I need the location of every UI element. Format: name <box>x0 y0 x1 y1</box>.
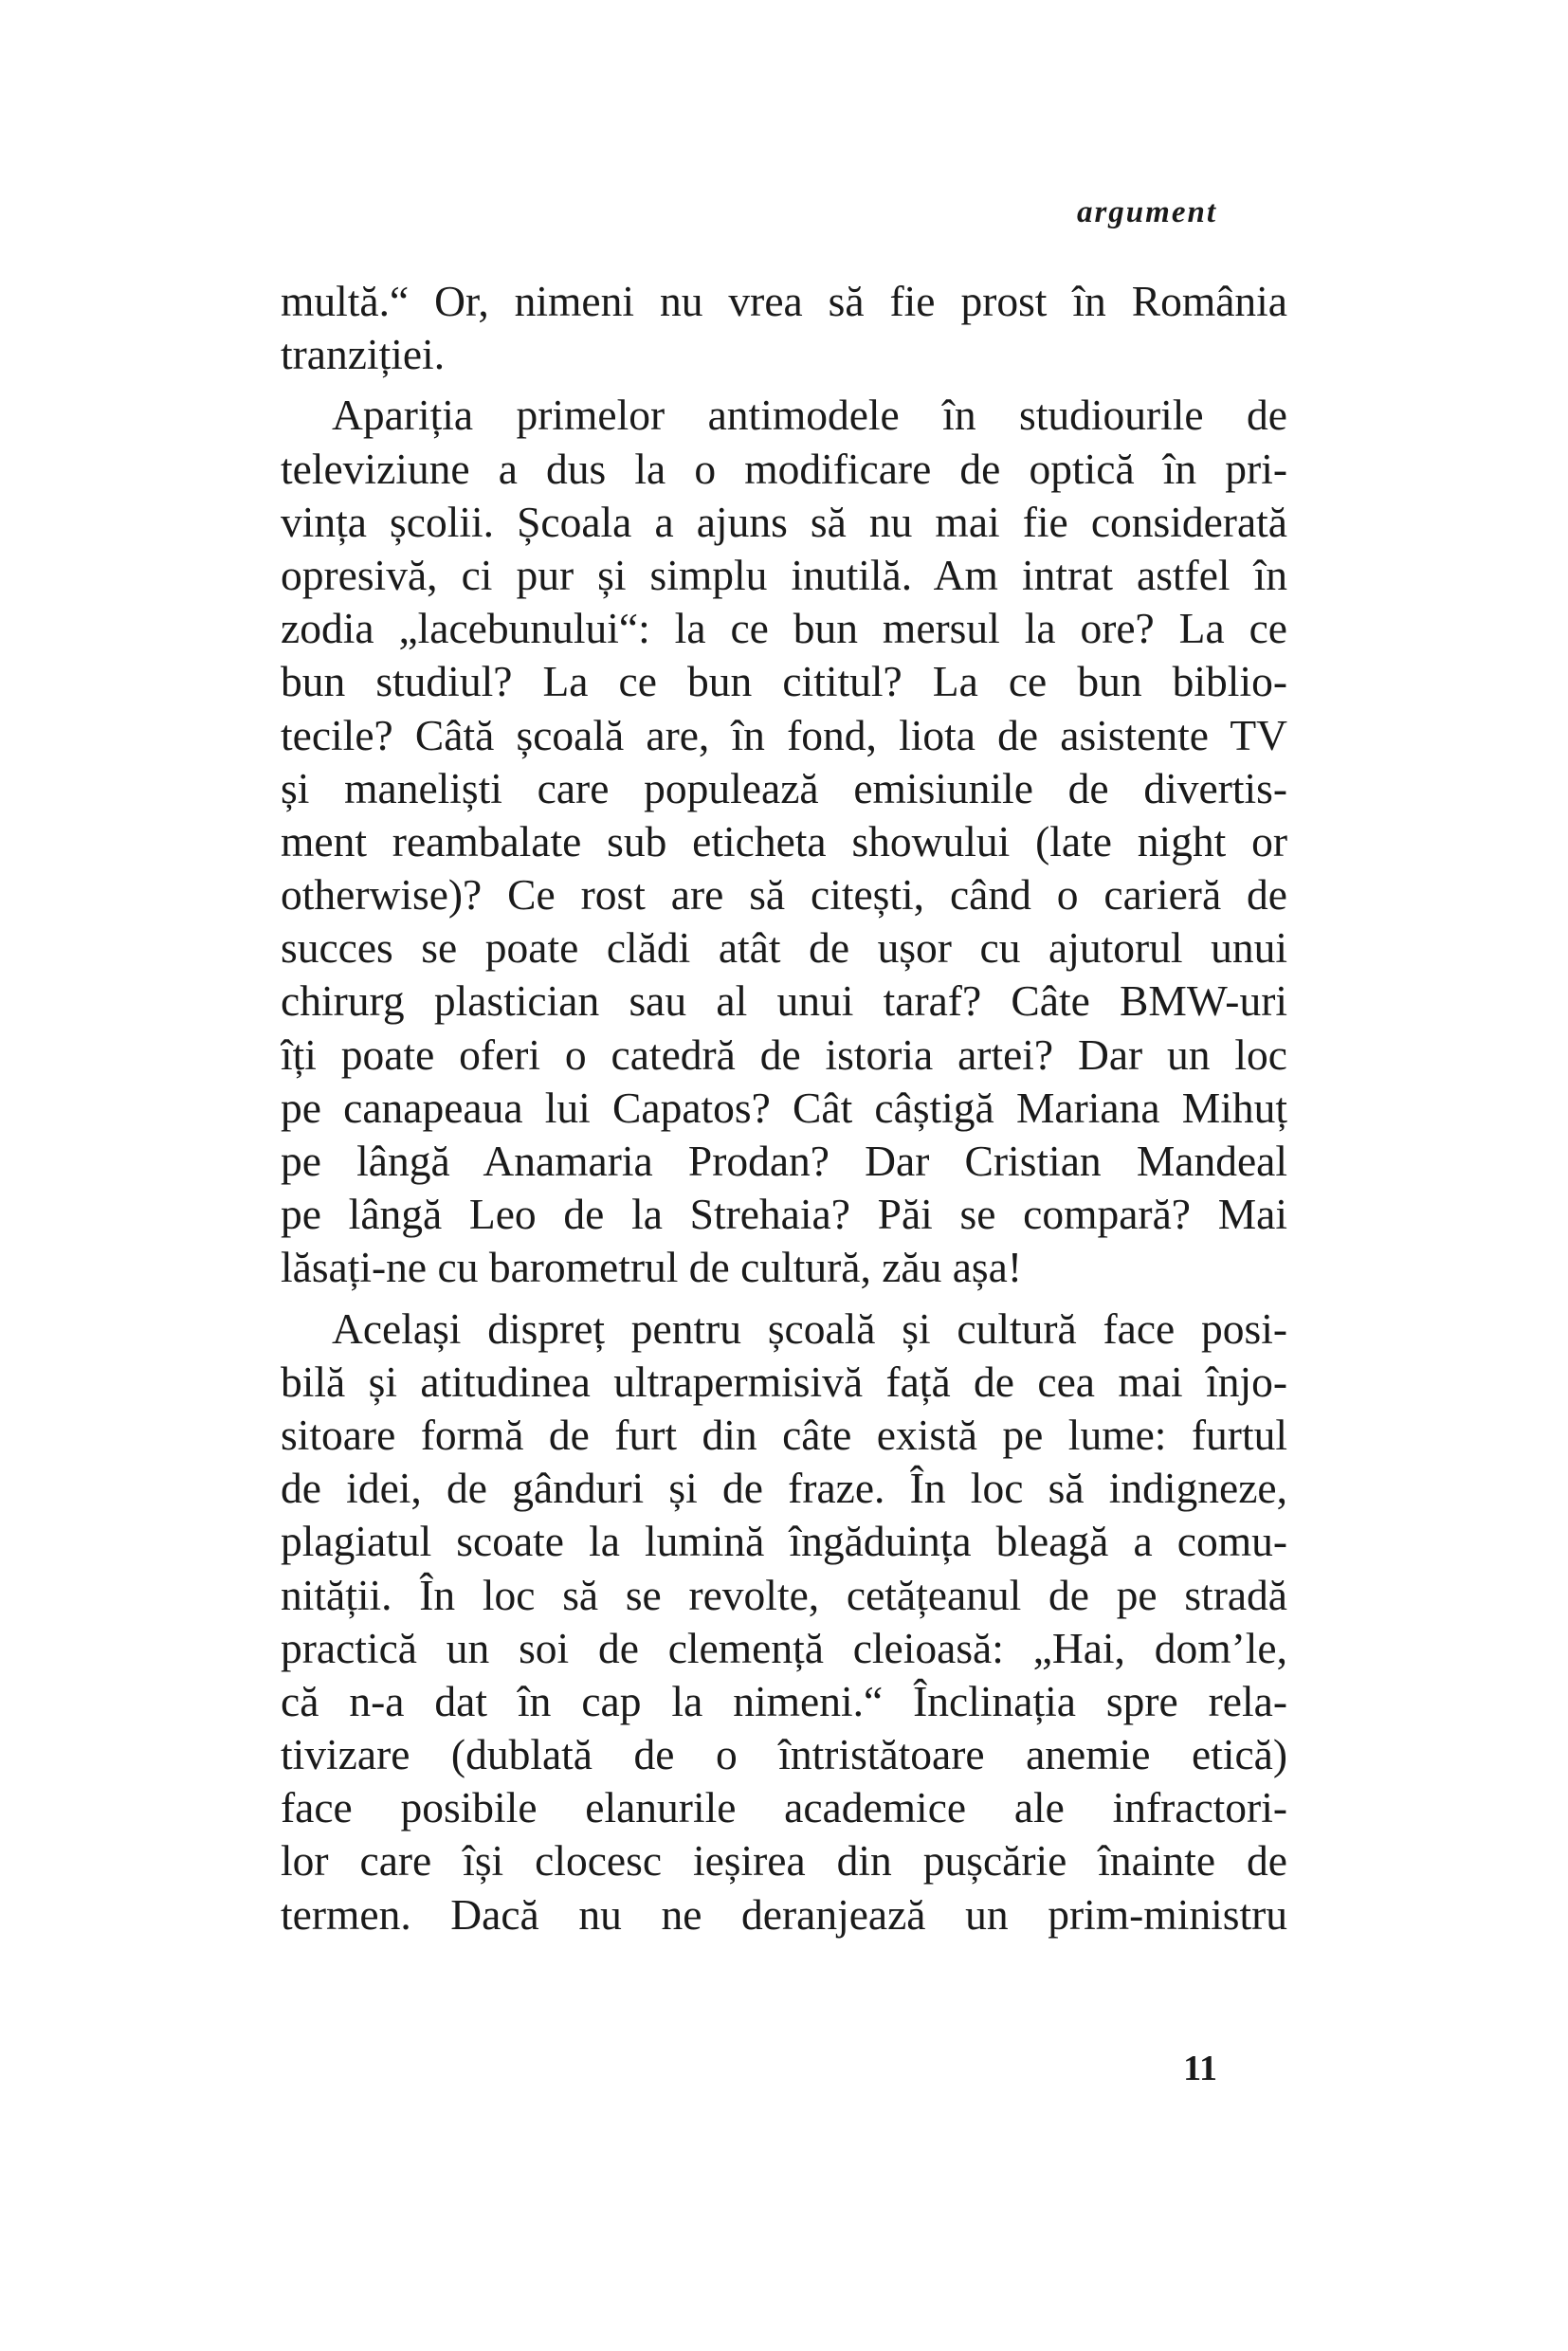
page-number: 11 <box>1183 2049 1217 2088</box>
running-head: argument <box>1076 195 1217 229</box>
body-text <box>281 275 1287 1941</box>
text-line: chirurg plastician sau al unui taraf? Câte BMW-uri <box>281 976 1287 1026</box>
text-line: opresivă, ci pur și simplu inutilă. Am intrat astfel în <box>281 550 1287 599</box>
text-line: multă.“ Or, nimeni nu vrea să fie prost în România <box>281 277 1287 325</box>
paragraph <box>281 275 1287 381</box>
text-line: face posibile elanurile academice ale infractori- <box>281 1783 1287 1832</box>
text-line: pe lângă Anamaria Prodan? Dar Cristian Mandeal <box>281 1137 1287 1185</box>
text-line: Apariția primelor antimodele în studiourile de <box>332 391 1287 440</box>
text-line: ment reambalate sub eticheta showului (late night or <box>281 816 1287 866</box>
text-line: lăsați-ne cu barometrul de cultură, zău așa! <box>281 1243 1022 1292</box>
text-line: bun studiul? La ce bun cititul? La ce bun biblio- <box>281 657 1287 706</box>
text-line: Același dispreț pentru școală și cultură face posi- <box>332 1303 1287 1353</box>
text-line: tivizare (dublată de o întristătoare anemie etică) <box>281 1730 1287 1779</box>
text-line: de idei, de gânduri și de fraze. În loc să indigneze, <box>281 1464 1287 1513</box>
text-line: tecile? Câtă școală are, în fond, liota de asistente TV <box>281 710 1287 759</box>
paragraph <box>281 1303 1287 1941</box>
text-line: nității. În loc să se revolte, cetățeanul de pe stradă <box>281 1570 1287 1619</box>
text-line: otherwise)? Ce rost are să citești, când o carieră de <box>281 870 1287 920</box>
text-line: bilă și atitudinea ultrapermisivă față de cea mai înjo- <box>281 1357 1287 1406</box>
text-line: sitoare formă de furt din câte există pe lume: furtul <box>281 1410 1287 1459</box>
text-line: zodia „lacebunului“: la ce bun mersul la ore? La ce <box>281 604 1287 653</box>
text-line: termen. Dacă nu ne deranjează un prim-ministru <box>281 1889 1287 1939</box>
text-line: plagiatul scoate la lumină îngăduința bleagă a comu- <box>281 1517 1287 1566</box>
text-line: tranziției. <box>281 330 446 379</box>
text-line: lor care își clocesc ieșirea din pușcărie înainte de <box>281 1836 1287 1886</box>
text-line: îți poate oferi o catedră de istoria artei? Dar un loc <box>281 1030 1287 1079</box>
text-line: practică un soi de clemență cleioasă: „Hai, dom’le, <box>281 1623 1287 1672</box>
text-line: că n-a dat în cap la nimeni.“ Înclinația spre rela- <box>281 1676 1287 1725</box>
text-line: vința școlii. Școala a ajuns să nu mai fie considerată <box>281 497 1287 546</box>
text-line: pe canapeaua lui Capatos? Cât câștigă Mariana Mihuț <box>281 1083 1287 1132</box>
text-line: succes se poate clădi atât de ușor cu ajutorul unui <box>281 923 1287 973</box>
text-line: și maneliști care populează emisiunile de divertis- <box>281 763 1287 812</box>
paragraph <box>281 389 1287 1294</box>
text-line: televiziune a dus la o modificare de optică în pri- <box>281 444 1287 493</box>
text-line: pe lângă Leo de la Strehaia? Păi se compară? Mai <box>281 1190 1287 1239</box>
